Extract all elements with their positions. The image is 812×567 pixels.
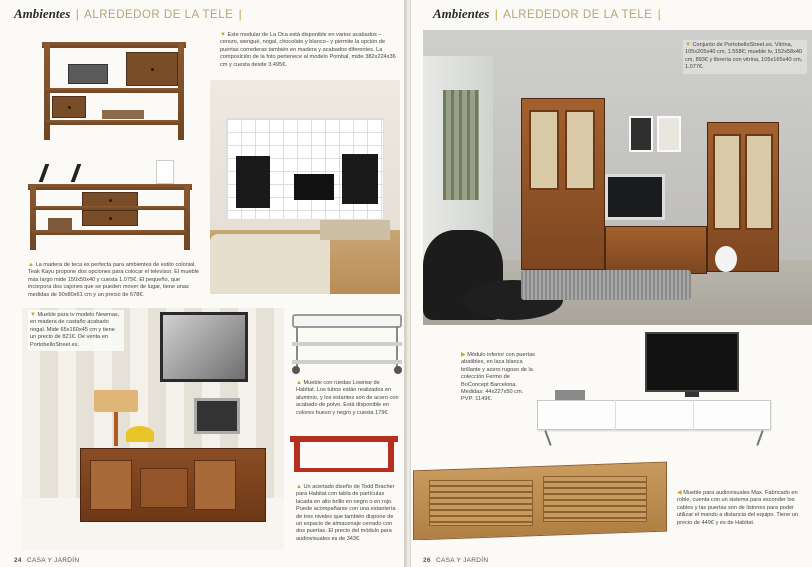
caption-lowrise: ▲ Mueble con ruedas Lowrise de Habitat. Los tubos están realizados en aluminio, y los estantes son de acero con acabado de polvo. Está disponible en colores hueso y negro y cuesta 179€. (296, 380, 399, 416)
caption-max: ◀ Mueble para audiovisuales Max. Fabricado en roble, cuenta con un sistema para esconder los cables y las puertas son de listones para poder utilizar el mando a distancia del equipo. Tiene un precio de 449€ y es de Habitat. (677, 490, 798, 526)
section-title: Ambientes (433, 6, 490, 21)
page-number: 26 (423, 557, 431, 564)
right-page (411, 0, 812, 567)
left-page (0, 0, 405, 567)
left-page-header: Ambientes | ALREDEDOR DE LA TELE | (14, 6, 242, 21)
right-page-header: Ambientes | ALREDEDOR DE LA TELE | (433, 6, 661, 21)
section-topic: ALREDEDOR DE LA TELE (503, 9, 653, 21)
magazine-name: CASA Y JARDÍN (26, 557, 80, 564)
magazine-name: CASA Y JARDÍN (435, 557, 489, 564)
photo-portobello-living-room (423, 30, 812, 325)
photo-max-oak-unit (413, 458, 673, 540)
caption-newmas: ▼ Mueble para tv modelo Newmas, en madera de castaño acabado nogal. Mide 65x160x45 cm y tiene un precio de 821€. De venta en PortobelloStreet.es. (28, 310, 124, 351)
caption-la-oca: ▼ Este modular de La Oca está disponible en varios acabados –cerezo, wengué, nogal, chocolate y blanco– y permite la opción de puertas correderas también en madera y acabados diferentes. La composición de la foto pertenece al modelo Pombal, mide 382x224x36 cm y cuesta desde 3.495€. (220, 32, 396, 68)
section-topic: ALREDEDOR DE LA TELE (84, 9, 234, 21)
section-title: Ambientes (14, 6, 71, 21)
photo-fermo-white-unit (537, 332, 773, 450)
caption-portobello-set: ▼ Conjunto de PortobelloStreet.es. Vitrina, 105x205x40 cm, 1.558€; mueble tv, 152x58x40 cm, 893€ y librería con vitrina, 105x165x40 cm, 1.077€. (683, 40, 807, 74)
photo-lowrise-cart (292, 312, 404, 376)
left-page-footer (14, 557, 79, 564)
photo-tv-unit-low (28, 160, 194, 252)
page-number: 24 (14, 557, 22, 564)
photo-todd-red-unit (290, 432, 402, 474)
right-page-footer (423, 557, 488, 564)
caption-todd-bracher: ▲ Un acertado diseño de Todd Bracher para Habitat con tabla de partículas lacada en alto brillo en negro o en rojo. Puede acompañarse con una estantería de tres niveles que también dispone de un espacio de almacenaje cerrado con dos puertas. El precio del módulo para audiovisuales es de 343€. (296, 484, 396, 542)
photo-console-table (42, 38, 190, 142)
caption-fermo: ▶ Módulo inferior con puertas abatibles, en laca blanca brillante y acero rugoso de la colección Fermo de BoConcept Barcelona. Medidas: 44x227x50 cm. PVP: 1149€. (461, 352, 535, 403)
caption-teca: ▲ La madera de teca es perfecta para ambientes de estilo colonial. Teak Kayu propone dos opciones para colocar el televisor. El mueble más largo mide 150x50x40 y cuesta 1.075€. El pequeño, que incorpora dos cajones que se pueden mover de lugar, tiene unas medidas de 90x80x61 cm y un precio de 678€. (28, 262, 200, 298)
photo-la-oca-living-room (210, 80, 400, 294)
